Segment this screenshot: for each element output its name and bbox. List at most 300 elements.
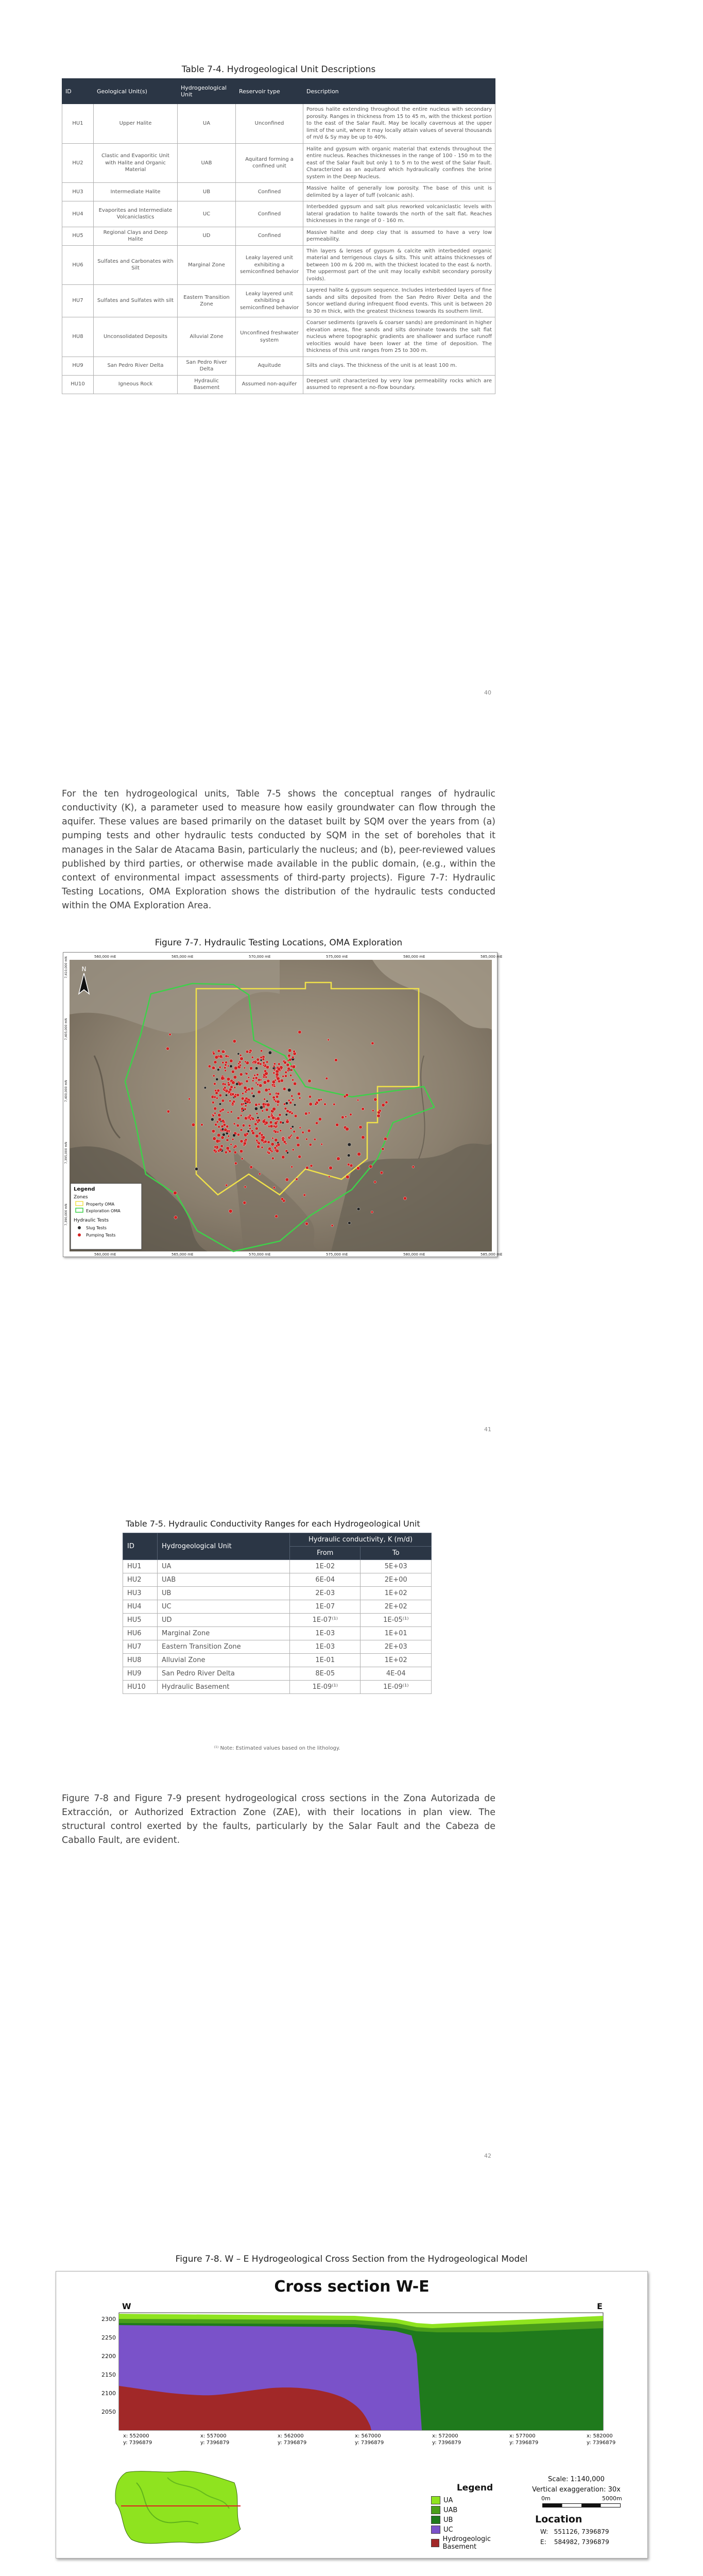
- test-point: [277, 1131, 279, 1133]
- test-point: [216, 1078, 218, 1080]
- test-point: [227, 1065, 229, 1067]
- cell-reservoir-type: Assumed non-aquifer: [236, 375, 303, 394]
- test-point: [216, 1121, 219, 1123]
- test-point: [308, 1095, 311, 1098]
- test-point: [267, 1141, 270, 1144]
- test-point: [239, 1073, 243, 1076]
- test-point: [219, 1066, 221, 1069]
- cell-hydrogeological-unit: UAB: [178, 143, 236, 183]
- cell-description: Layered halite & gypsum sequence. Includes interbedded layers of fine sands and silts deposited from the San Pedro River Delta and the Soncor wetland during infrequent flood events. This unit is between 20 to 30 m thick, with the greatest thickness towards its southern limit.: [303, 285, 495, 317]
- test-point: [225, 1151, 227, 1154]
- test-point: [211, 1118, 214, 1121]
- test-point: [362, 1108, 365, 1111]
- map-legend-zones-label: Zones: [74, 1195, 88, 1200]
- test-point: [237, 1133, 239, 1136]
- test-point: [265, 1121, 268, 1124]
- cross-section-legend: [431, 2483, 519, 2552]
- test-point: [254, 1123, 258, 1126]
- test-point: [251, 1056, 253, 1058]
- test-point: [298, 1030, 301, 1033]
- test-point: [260, 1049, 263, 1052]
- cell-k-from: 1E-03: [290, 1640, 361, 1654]
- test-point: [285, 1102, 288, 1105]
- test-point: [346, 1175, 349, 1179]
- y-axis-tick: 2250: [101, 2334, 116, 2341]
- test-point: [374, 1181, 376, 1183]
- location-e: E: 584982, 7396879: [540, 2538, 609, 2546]
- test-point: [251, 1092, 253, 1094]
- test-point: [245, 1105, 247, 1107]
- location-w: W: 551126, 7396879: [540, 2528, 609, 2535]
- test-point: [273, 1063, 276, 1065]
- test-point: [214, 1112, 216, 1114]
- test-point: [255, 1139, 258, 1142]
- test-point: [292, 1149, 294, 1151]
- cell-hydrogeological-unit: UC: [158, 1600, 290, 1614]
- test-point: [318, 1099, 321, 1102]
- cell-k-from: 1E-09⁽¹⁾: [290, 1681, 361, 1694]
- test-point: [289, 1101, 292, 1104]
- cell-geological-unit: Regional Clays and Deep Halite: [94, 227, 178, 245]
- test-point: [188, 1098, 191, 1100]
- test-point: [226, 1139, 229, 1141]
- map-legend-title: Legend: [74, 1187, 95, 1192]
- test-point: [252, 1117, 255, 1121]
- test-point: [244, 1067, 246, 1069]
- test-point: [264, 1070, 266, 1072]
- cell-id: HU7: [123, 1640, 158, 1654]
- test-point: [275, 1215, 278, 1218]
- test-point: [229, 1209, 232, 1213]
- test-point: [257, 1116, 259, 1118]
- test-point: [277, 1067, 281, 1071]
- test-point: [246, 1132, 249, 1135]
- test-point: [294, 1114, 297, 1117]
- legend-slug-tests: Slug Tests: [86, 1226, 107, 1230]
- map-easting-tick: 585,000 mE: [481, 1252, 503, 1257]
- cell-hydrogeological-unit: Marginal Zone: [158, 1627, 290, 1640]
- test-point: [294, 1104, 296, 1106]
- cell-geological-unit: Igneous Rock: [94, 375, 178, 394]
- test-point: [345, 1116, 347, 1118]
- map-northing-tick: 7,390,000 mN: [64, 1204, 68, 1226]
- map-easting-tick: 560,000 mE: [94, 955, 116, 959]
- hydrogeological-units-table: [62, 78, 495, 394]
- cell-id: HU2: [123, 1573, 158, 1587]
- test-point: [292, 1065, 296, 1069]
- test-point: [347, 1163, 350, 1166]
- test-point: [256, 1112, 258, 1114]
- legend-label: Hydrogeologic Basement: [442, 2535, 491, 2551]
- test-point: [346, 1094, 349, 1097]
- test-point: [231, 1070, 234, 1073]
- test-point: [265, 1088, 268, 1092]
- cell-geological-unit: Sulfates and Sulfates with silt: [94, 285, 178, 317]
- test-point: [214, 1090, 217, 1092]
- map-easting-tick: 580,000 mE: [403, 955, 425, 959]
- cell-k-to: 2E+03: [361, 1640, 432, 1654]
- table-row: [123, 1587, 432, 1600]
- test-point: [333, 1103, 336, 1106]
- test-point: [233, 1146, 235, 1148]
- test-point: [384, 1137, 387, 1140]
- cell-hydrogeological-unit: UB: [178, 183, 236, 201]
- test-point: [223, 1124, 226, 1127]
- test-point: [255, 1134, 259, 1138]
- test-point: [232, 1093, 235, 1096]
- cell-description: Thin layers & lenses of gypsum & calcite with interbedded organic material and terrigenous clays & silts. This unit attains thicknesses of between 100 m & 200 m, with the thickest located to the east & north. The uppermost part of the unit may locally exhibit secondary porosity (voids).: [303, 245, 495, 285]
- test-point: [227, 1111, 229, 1113]
- test-point: [250, 1066, 253, 1070]
- test-point: [243, 1142, 246, 1145]
- test-point: [248, 1124, 251, 1127]
- test-point: [309, 1103, 313, 1106]
- x-axis-tick-x: x: 582000: [587, 2433, 613, 2439]
- map-easting-tick: 575,000 mE: [326, 1252, 348, 1257]
- cell-hydrogeological-unit: San Pedro River Delta: [158, 1667, 290, 1681]
- test-point: [226, 1125, 229, 1128]
- test-point: [412, 1166, 415, 1168]
- test-point: [270, 1125, 273, 1128]
- cell-k-to: 1E-05⁽¹⁾: [361, 1614, 432, 1627]
- test-point: [286, 1151, 288, 1154]
- test-point: [318, 1117, 321, 1121]
- test-point: [281, 1198, 283, 1200]
- cell-hydrogeological-unit: UA: [158, 1560, 290, 1573]
- test-point: [315, 1103, 317, 1106]
- test-point: [222, 1061, 225, 1064]
- test-point: [292, 1126, 294, 1128]
- test-point: [213, 1075, 215, 1077]
- test-point: [321, 1143, 323, 1145]
- table-row: [62, 183, 495, 201]
- column-header-reservoir-type: Reservoir type: [236, 79, 303, 104]
- test-point: [290, 1095, 293, 1097]
- test-point: [224, 1083, 227, 1086]
- test-point: [274, 1122, 277, 1125]
- test-point: [279, 1113, 281, 1116]
- test-point: [255, 1104, 258, 1107]
- test-point: [233, 1040, 236, 1043]
- cell-id: HU1: [123, 1560, 158, 1573]
- cell-description: Massive halite of generally low porosity. The base of this unit is delimited by a layer of tuff (volcanic ash).: [303, 183, 495, 201]
- test-point: [212, 1066, 215, 1070]
- map-easting-tick: 565,000 mE: [172, 1252, 194, 1257]
- test-point: [173, 1191, 177, 1195]
- test-point: [230, 1059, 233, 1063]
- figure-7-8-caption: Figure 7-8. W – E Hydrogeological Cross Section from the Hydrogeological Model: [175, 2254, 528, 2264]
- test-point: [222, 1133, 225, 1136]
- test-point: [269, 1093, 271, 1095]
- cell-id: HU6: [62, 245, 94, 285]
- test-point: [284, 1061, 287, 1064]
- test-point: [288, 1049, 292, 1053]
- cross-section-paragraph: Figure 7-8 and Figure 7-9 present hydrogeological cross sections in the Zona Autorizada de Extracción, or Authorized Extraction Zone (ZAE), with their locations in plan view. The structural control exerted by the faults, particularly by the Salar Fault and the Cabeza de Caballo Fault, are evident.: [62, 1793, 495, 1846]
- map-easting-tick: 565,000 mE: [172, 955, 194, 959]
- column-header-id: ID: [123, 1533, 158, 1560]
- column-header-hydrogeological-unit: Hydrogeological Unit: [158, 1533, 290, 1560]
- test-point: [267, 1079, 270, 1082]
- test-point: [213, 1137, 216, 1141]
- test-point: [261, 1146, 263, 1148]
- table-row: [62, 357, 495, 375]
- test-point: [291, 1166, 293, 1168]
- test-point: [292, 1079, 294, 1081]
- x-axis-tick-x: x: 567000: [355, 2433, 381, 2439]
- cell-k-to: 1E+02: [361, 1587, 432, 1600]
- y-axis-tick: 2200: [101, 2353, 116, 2360]
- test-point: [246, 1080, 249, 1083]
- cell-id: HU2: [62, 143, 94, 183]
- test-point: [304, 1112, 307, 1115]
- test-point: [273, 1086, 276, 1088]
- cell-k-from: 1E-07⁽¹⁾: [290, 1614, 361, 1627]
- test-point: [266, 1103, 270, 1107]
- test-point: [252, 1095, 255, 1098]
- table-7-4-caption: Table 7-4. Hydrogeological Unit Descriptions: [181, 64, 376, 75]
- test-point: [347, 1154, 350, 1157]
- test-point: [262, 1110, 264, 1112]
- cell-geological-unit: Sulfates and Carbonates with Silt: [94, 245, 178, 285]
- cell-description: Halite and gypsum with organic material that extends throughout the entire nucleus. Reaches thicknesses in the range of 100 - 150 m to the east of the Salar Fault but only 1 to 5 m to the west of the Salar Fault. Characterized as an aquitard which hydraulically confines the brine system in the Deep Nucleus.: [303, 143, 495, 183]
- x-axis-tick-y: y: 7396879: [355, 2440, 384, 2446]
- test-point: [273, 1187, 276, 1189]
- cell-id: HU5: [62, 227, 94, 245]
- test-point: [232, 1138, 234, 1140]
- cell-reservoir-type: Unconfined: [236, 104, 303, 144]
- cell-k-to: 1E-09⁽¹⁾: [361, 1681, 432, 1694]
- cell-k-from: 1E-07: [290, 1600, 361, 1614]
- column-header-hydraulic-conductivity: Hydraulic conductivity, K (m/d): [290, 1533, 432, 1547]
- test-point: [258, 1103, 260, 1105]
- test-point: [230, 1111, 232, 1113]
- test-point: [254, 1107, 258, 1110]
- test-point: [334, 1059, 337, 1062]
- test-point: [277, 1104, 279, 1106]
- cell-k-from: 6E-04: [290, 1573, 361, 1587]
- hydraulic-conductivity-paragraph: For the ten hydrogeological units, Table 7-5 shows the conceptual ranges of hydraulic conductivity (K), a parameter used to measure how easily groundwater can flow through the aquifer. These values are based primarily on the dataset built by SQM over the years from (a) pumping tests and other hydraulic tests conducted by SQM in the set of boreholes that it manages in the Salar de Atacama Basin, particularly the nucleus; and (b), peer-reviewed values published by third parties, or otherwise made available in the public domain, (e.g., within the context of environmental impact assessments of third-party projects). Figure 7-7: Hydraulic Testing Locations, OMA Exploration shows the distribution of the hydraulic tests conducted within the OMA Exploration Area.: [62, 789, 495, 911]
- location-inset-map: [106, 2467, 250, 2550]
- table-row: [123, 1600, 432, 1614]
- test-point: [259, 1084, 263, 1088]
- test-point: [296, 1137, 299, 1140]
- test-point: [372, 1110, 374, 1112]
- test-point: [357, 1153, 361, 1156]
- legend-swatch: [431, 2526, 440, 2534]
- test-point: [226, 1146, 230, 1150]
- cell-description: Interbedded gypsum and salt plus reworked volcaniclastic levels with lateral gradation to halite towards the north of the salt flat. Reaches thicknesses in the range of 0 - 160 m.: [303, 201, 495, 227]
- test-point: [272, 1107, 276, 1111]
- test-point: [263, 1064, 265, 1066]
- test-point: [208, 1065, 211, 1068]
- test-point: [195, 1167, 198, 1171]
- test-point: [232, 1102, 234, 1105]
- table-7-5-caption: Table 7-5. Hydraulic Conductivity Ranges for each Hydrogeological Unit: [126, 1519, 420, 1529]
- cell-description: Deepest unit characterized by very low permeability rocks which are assumed to represent a no-flow boundary.: [303, 375, 495, 394]
- test-point: [305, 1222, 308, 1225]
- test-point: [260, 1056, 263, 1059]
- test-point: [214, 1096, 216, 1098]
- test-point: [169, 1033, 172, 1036]
- test-point: [374, 1098, 377, 1101]
- test-point: [225, 1070, 227, 1072]
- test-point: [285, 1178, 289, 1181]
- test-point: [241, 1158, 243, 1160]
- test-point: [224, 1089, 226, 1091]
- table-row: [123, 1654, 432, 1667]
- cell-k-from: 8E-05: [290, 1667, 361, 1681]
- cell-hydrogeological-unit: UC: [178, 201, 236, 227]
- test-point: [357, 1099, 359, 1101]
- test-point: [272, 1137, 274, 1139]
- test-point: [214, 1107, 217, 1110]
- legend-label: UA: [443, 2496, 453, 2504]
- test-point: [348, 1143, 351, 1146]
- test-point: [219, 1103, 221, 1106]
- test-point: [296, 1178, 298, 1181]
- test-point: [225, 1064, 227, 1066]
- test-point: [290, 1127, 292, 1129]
- test-point: [385, 1101, 388, 1104]
- test-point: [271, 1143, 275, 1146]
- test-point: [273, 1098, 275, 1100]
- column-header-to: To: [361, 1547, 432, 1560]
- cell-reservoir-type: Confined: [236, 227, 303, 245]
- test-point: [217, 1069, 219, 1071]
- test-point: [268, 1152, 270, 1155]
- test-point: [356, 1166, 359, 1170]
- cell-id: HU5: [123, 1614, 158, 1627]
- x-axis-tick-x: x: 557000: [200, 2433, 227, 2439]
- test-point: [293, 1130, 296, 1133]
- test-point: [217, 1049, 220, 1053]
- cell-id: HU8: [123, 1654, 158, 1667]
- table-row: [62, 317, 495, 357]
- cell-description: Massive halite and deep clay that is assumed to have a very low permeability.: [303, 227, 495, 245]
- test-point: [277, 1092, 280, 1095]
- test-point: [224, 1128, 228, 1132]
- test-point: [288, 1054, 291, 1057]
- map-northing-tick: 7,400,000 mN: [64, 1080, 68, 1102]
- test-point: [275, 1130, 277, 1133]
- test-point: [273, 1069, 276, 1071]
- test-point: [263, 1081, 267, 1084]
- test-point: [275, 1079, 277, 1081]
- test-point: [274, 1146, 277, 1149]
- test-point: [282, 1075, 284, 1077]
- test-point: [289, 1136, 292, 1138]
- table-row: [62, 375, 495, 394]
- scale-bar: [542, 2503, 621, 2507]
- test-point: [232, 1081, 235, 1084]
- test-point: [271, 1157, 274, 1160]
- test-point: [230, 1086, 233, 1089]
- legend-exploration-oma: Exploration OMA: [86, 1209, 121, 1213]
- test-point: [244, 1061, 246, 1063]
- cell-hydrogeological-unit: UB: [158, 1587, 290, 1600]
- test-point: [247, 1130, 250, 1132]
- test-point: [382, 1148, 384, 1150]
- test-point: [256, 1058, 260, 1061]
- test-point: [284, 1075, 287, 1077]
- test-point: [246, 1100, 249, 1104]
- test-point: [262, 1136, 265, 1140]
- test-point: [265, 1076, 267, 1078]
- test-point: [285, 1071, 287, 1074]
- cell-k-to: 2E+02: [361, 1600, 432, 1614]
- cell-description: Coarser sediments (gravels & coarser sands) are predominant in higher elevation areas, fine sands and silts dominate towards the salt flat nucleus where topographic gradients are shallower and surface runoff velocities would have been lower at the time of deposition. The thickness of this unit ranges from 25 to 300 m.: [303, 317, 495, 357]
- test-point: [263, 1062, 265, 1064]
- table-row: [62, 104, 495, 144]
- test-point: [350, 1164, 353, 1167]
- north-label: N: [81, 965, 87, 973]
- test-point: [219, 1094, 222, 1097]
- cell-id: HU10: [62, 375, 94, 394]
- test-point: [324, 1103, 327, 1106]
- test-point: [219, 1055, 222, 1058]
- test-point: [217, 1089, 220, 1092]
- test-point: [286, 1063, 289, 1066]
- legend-swatch: [431, 2516, 440, 2524]
- test-point: [282, 1156, 285, 1159]
- test-point: [236, 1094, 239, 1097]
- table-7-5-note: ⁽¹⁾ Note: Estimated values based on the lithology.: [214, 1745, 340, 1751]
- cell-hydrogeological-unit: Hydraulic Basement: [158, 1681, 290, 1694]
- test-point: [315, 1122, 318, 1125]
- test-point: [221, 1076, 225, 1080]
- test-point: [221, 1108, 224, 1111]
- test-point: [299, 1097, 301, 1099]
- cell-id: HU8: [62, 317, 94, 357]
- test-point: [255, 1127, 258, 1130]
- test-point: [380, 1171, 383, 1174]
- test-point: [243, 1103, 245, 1105]
- test-point: [266, 1100, 268, 1102]
- test-point: [308, 1112, 310, 1114]
- x-axis-tick-y: y: 7396879: [587, 2440, 616, 2446]
- test-point: [264, 1098, 266, 1100]
- test-point: [285, 1113, 288, 1116]
- test-point: [228, 1135, 230, 1137]
- test-point: [260, 1059, 262, 1061]
- test-point: [260, 1106, 263, 1109]
- cell-reservoir-type: Confined: [236, 201, 303, 227]
- legend-label: UAB: [443, 2506, 458, 2514]
- cell-reservoir-type: Unconfined freshwater system: [236, 317, 303, 357]
- test-point: [213, 1149, 216, 1151]
- cell-description: Porous halite extending throughout the entire nucleus with secondary porosity. Ranges in thickness from 15 to 45 m, with the thickest portion to the east of the Salar Fault. May be locally cavernous at the upper limit of the unit, where it may locally attain values of several thousands of m/d & Sy may be up to 40%.: [303, 104, 495, 144]
- test-point: [230, 1143, 232, 1145]
- table-row: [62, 227, 495, 245]
- cross-section-figure: [56, 2271, 648, 2558]
- table-row: [62, 143, 495, 183]
- cell-geological-unit: Unconsolidated Deposits: [94, 317, 178, 357]
- cell-hydrogeological-unit: San Pedro River Delta: [178, 357, 236, 375]
- test-point: [251, 1087, 254, 1090]
- test-point: [256, 1074, 259, 1076]
- test-point: [225, 1094, 228, 1097]
- test-point: [249, 1127, 251, 1129]
- cell-geological-unit: Intermediate Halite: [94, 183, 178, 201]
- test-point: [212, 1114, 215, 1117]
- vertical-exaggeration-text: Vertical exaggeration: 30x: [532, 2486, 621, 2494]
- map-legend-box: [71, 1183, 142, 1249]
- test-point: [249, 1051, 251, 1054]
- test-point: [252, 1131, 255, 1134]
- test-point: [241, 1097, 244, 1100]
- legend-item: [431, 2516, 519, 2524]
- test-point: [328, 1039, 330, 1041]
